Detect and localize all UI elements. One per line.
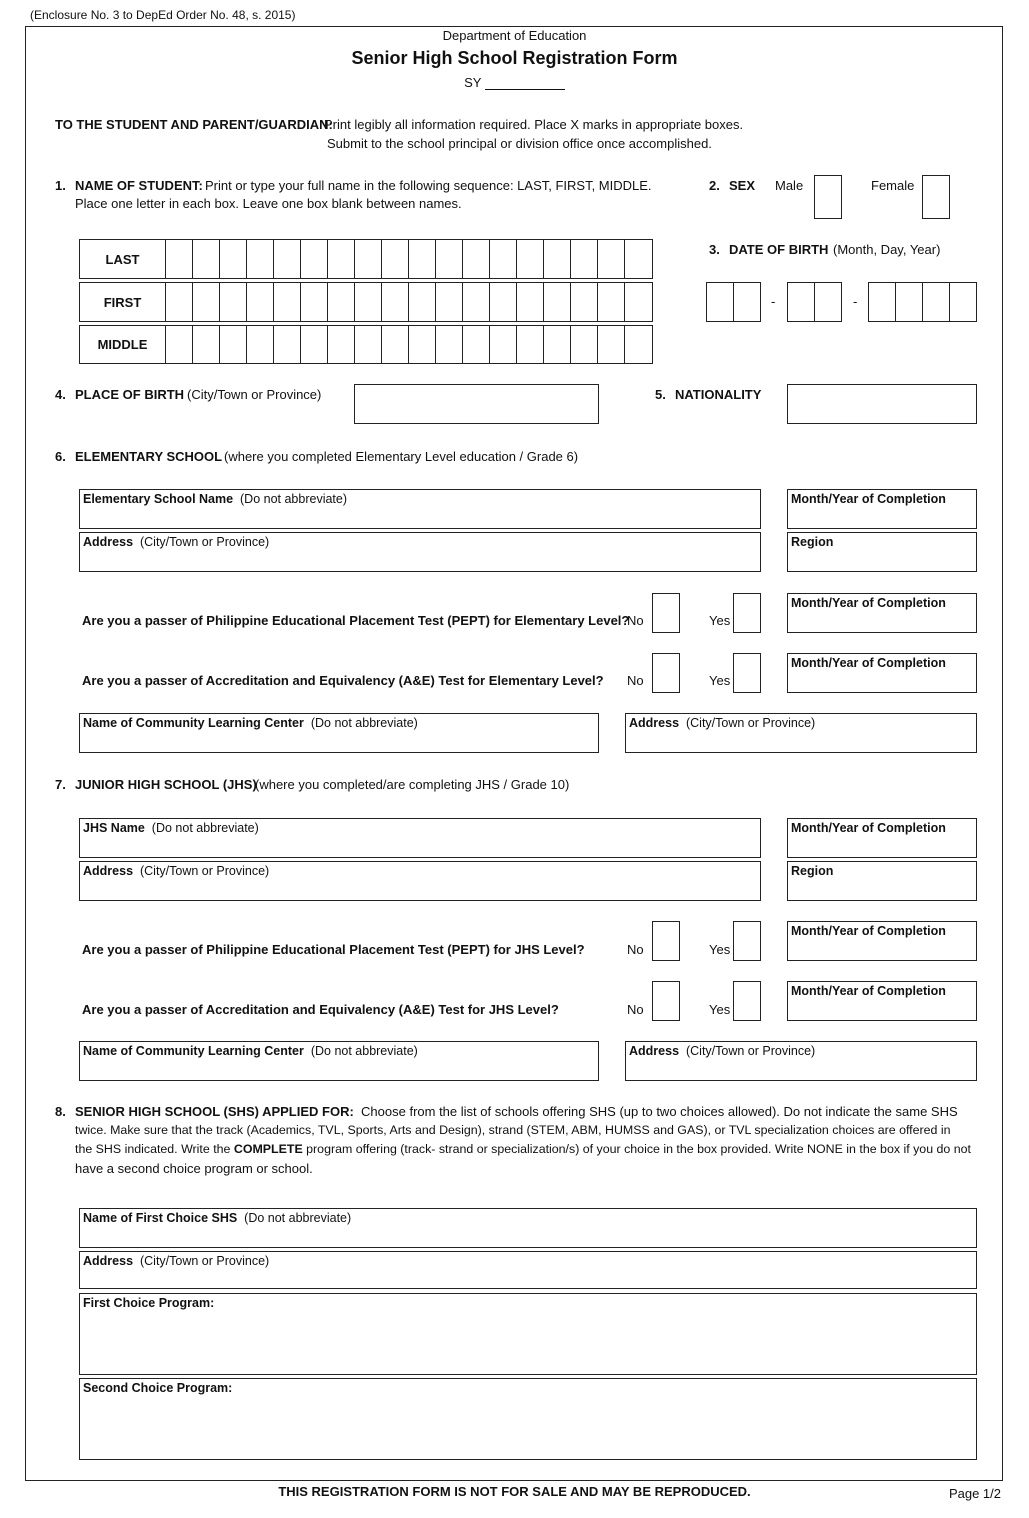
s7-label: JUNIOR HIGH SCHOOL (JHS) — [75, 777, 257, 792]
s6-number: 6. — [55, 449, 66, 464]
letter-box[interactable] — [571, 326, 598, 363]
s8-number: 8. — [55, 1104, 66, 1119]
letter-box[interactable] — [220, 326, 247, 363]
s6-label: ELEMENTARY SCHOOL — [75, 449, 223, 464]
page-number: Page 1/2 — [948, 1486, 1001, 1501]
elem-completion-field[interactable] — [787, 489, 977, 529]
jhs-pept-yes-checkbox[interactable] — [733, 921, 761, 961]
s8-text3a: the SHS indicated. Write the — [75, 1142, 234, 1156]
s8-line3 — [75, 1142, 971, 1156]
letter-box[interactable] — [355, 283, 382, 321]
letter-box[interactable] — [625, 240, 652, 278]
elem-clc-hint: (Do not abbreviate) — [310, 716, 418, 730]
letter-box[interactable] — [355, 240, 382, 278]
dob-day-2[interactable] — [814, 282, 842, 322]
jhs-ae-yes-checkbox[interactable] — [733, 981, 761, 1021]
sex-female-checkbox[interactable] — [922, 175, 950, 219]
s7-hint: (where you completed/are completing JHS / Grade 10) — [255, 777, 570, 792]
jhs-clc-name-field[interactable] — [79, 1041, 599, 1081]
elem-pept-no-label: No — [627, 613, 644, 628]
s1-label: NAME OF STUDENT: — [75, 178, 203, 193]
instructions-label: TO THE STUDENT AND PARENT/GUARDIAN: — [55, 117, 333, 132]
letter-box[interactable] — [193, 326, 220, 363]
jhs-clc-address-hint: (City/Town or Province) — [685, 1044, 816, 1058]
second-choice-program-field[interactable] — [79, 1378, 977, 1460]
letter-box[interactable] — [571, 283, 598, 321]
row-label-last: LAST — [80, 240, 166, 278]
jhs-clc-address-field[interactable] — [625, 1041, 977, 1081]
dob-month-2[interactable] — [733, 282, 761, 322]
s7-number: 7. — [55, 777, 66, 792]
letter-box[interactable] — [571, 240, 598, 278]
jhs-address-field[interactable] — [79, 861, 761, 901]
first-shs-label: Name of First Choice SHS — [83, 1211, 238, 1225]
letter-box[interactable] — [328, 283, 355, 321]
dob-year-2[interactable] — [895, 282, 923, 322]
first-shs-name-field[interactable] — [79, 1208, 977, 1248]
s8-text3b: COMPLETE — [233, 1142, 303, 1156]
s8-text2: twice. Make sure that the track (Academics, TVL, Sports, Arts and Design), strand (STEM, ABM, HUMSS and GAS), or TVL specialization choices are offered in — [75, 1123, 951, 1137]
jhs-pept-completion-field[interactable] — [787, 921, 977, 961]
elem-ae-no-checkbox[interactable] — [652, 653, 680, 693]
jhs-pept-no-checkbox[interactable] — [652, 921, 680, 961]
name-row-last[interactable] — [79, 239, 653, 279]
elem-pept-yes-checkbox[interactable] — [733, 593, 761, 633]
elem-address-hint: (City/Town or Province) — [139, 535, 270, 549]
jhs-name-field[interactable] — [79, 818, 761, 858]
dob-year-3[interactable] — [922, 282, 950, 322]
nationality-field[interactable] — [787, 384, 977, 424]
letter-box[interactable] — [193, 283, 220, 321]
school-year — [0, 75, 1029, 90]
jhs-pept-no-label: No — [627, 942, 644, 957]
jhs-name-label: JHS Name — [83, 821, 145, 835]
letter-box[interactable] — [247, 326, 274, 363]
footer-note: THIS REGISTRATION FORM IS NOT FOR SALE AND MAY BE REPRODUCED. — [278, 1484, 751, 1499]
instructions-line1: Print legibly all information required. Place X marks in appropriate boxes. — [324, 117, 744, 132]
letter-box[interactable] — [436, 283, 463, 321]
elem-pept-no-checkbox[interactable] — [652, 593, 680, 633]
letter-box[interactable] — [166, 283, 193, 321]
elem-pept-completion-label: Month/Year of Completion — [791, 596, 946, 610]
dob-dash-1: - — [771, 294, 776, 309]
jhs-pept-yes-label: Yes — [709, 942, 731, 957]
sy-field[interactable] — [485, 77, 565, 90]
s1-text2: Place one letter in each box. Leave one box blank between names. — [75, 196, 462, 211]
letter-box[interactable] — [544, 283, 571, 321]
letter-box[interactable] — [544, 240, 571, 278]
letter-box[interactable] — [625, 283, 652, 321]
jhs-ae-completion-label: Month/Year of Completion — [791, 984, 946, 998]
letter-box[interactable] — [409, 240, 436, 278]
s3-label: DATE OF BIRTH — [729, 242, 829, 257]
first-choice-program-label: First Choice Program: — [83, 1296, 215, 1310]
letter-box[interactable] — [166, 240, 193, 278]
elem-clc-address-hint: (City/Town or Province) — [685, 716, 816, 730]
sex-male-checkbox[interactable] — [814, 175, 842, 219]
dob-year-4[interactable] — [949, 282, 977, 322]
s8-text3c: program offering (track- strand or specialization/s) of your choice in the box provided. Write NONE in the box if you do not — [302, 1142, 971, 1156]
s3-hint: (Month, Day, Year) — [833, 242, 941, 257]
letter-box[interactable] — [220, 283, 247, 321]
jhs-address-label: Address — [83, 864, 134, 878]
first-choice-program-field[interactable] — [79, 1293, 977, 1375]
dob-year-1[interactable] — [868, 282, 896, 322]
jhs-clc-hint: (Do not abbreviate) — [310, 1044, 418, 1058]
jhs-ae-completion-field[interactable] — [787, 981, 977, 1021]
letter-box[interactable] — [301, 326, 328, 363]
form-title: Senior High School Registration Form — [351, 48, 678, 68]
elem-clc-address-field[interactable] — [625, 713, 977, 753]
elem-ae-no-label: No — [627, 673, 644, 688]
elem-completion-label: Month/Year of Completion — [791, 492, 946, 506]
letter-box[interactable] — [274, 283, 301, 321]
elem-school-name-hint: (Do not abbreviate) — [240, 492, 348, 506]
jhs-ae-no-checkbox[interactable] — [652, 981, 680, 1021]
elem-pept-yes-label: Yes — [709, 613, 731, 628]
s4-number: 4. — [55, 387, 66, 402]
row-label-first: FIRST — [80, 283, 166, 321]
jhs-region-field[interactable] — [787, 861, 977, 901]
elem-address-label: Address — [83, 535, 134, 549]
instructions-line2: Submit to the school principal or division office once accomplished. — [327, 136, 712, 151]
shs-address-field[interactable] — [79, 1251, 977, 1289]
s5-number: 5. — [655, 387, 666, 402]
elem-ae-question: Are you a passer of Accreditation and Equivalency (A&E) Test for Elementary Level? — [82, 673, 604, 688]
elem-ae-completion-field[interactable] — [787, 653, 977, 693]
letter-box[interactable] — [490, 326, 517, 363]
shs-address-hint: (City/Town or Province) — [139, 1254, 270, 1268]
letter-box[interactable] — [598, 326, 625, 363]
s8-label: SENIOR HIGH SCHOOL (SHS) APPLIED FOR: — [75, 1104, 354, 1119]
elem-region-label: Region — [791, 535, 834, 549]
dob-dash-2: - — [853, 294, 858, 309]
letter-box[interactable] — [463, 326, 490, 363]
letter-box[interactable] — [436, 240, 463, 278]
dob-day-1[interactable] — [787, 282, 815, 322]
letter-box[interactable] — [436, 326, 463, 363]
sex-male-label: Male — [775, 178, 804, 193]
jhs-pept-completion-label: Month/Year of Completion — [791, 924, 946, 938]
letter-box[interactable] — [382, 326, 409, 363]
s6-hint: (where you completed Elementary Level education / Grade 6) — [224, 449, 579, 464]
letter-box[interactable] — [274, 240, 301, 278]
first-shs-hint: (Do not abbreviate) — [244, 1211, 352, 1225]
place-of-birth-field[interactable] — [354, 384, 599, 424]
name-row-first[interactable] — [79, 282, 653, 322]
sex-female-label: Female — [871, 178, 915, 193]
s1-number: 1. — [55, 178, 66, 193]
jhs-completion-field[interactable] — [787, 818, 977, 858]
letter-box[interactable] — [490, 283, 517, 321]
second-choice-program-label: Second Choice Program: — [83, 1381, 233, 1395]
s8-text4: have a second choice program or school. — [75, 1161, 313, 1176]
letter-box[interactable] — [625, 326, 652, 363]
letter-box[interactable] — [193, 240, 220, 278]
sy-label: SY — [464, 75, 482, 90]
s8-text1: Choose from the list of schools offering SHS (up to two choices allowed). Do not indicate the same SHS — [361, 1104, 958, 1119]
letter-box[interactable] — [220, 240, 247, 278]
letter-box[interactable] — [247, 240, 274, 278]
row-label-middle: MIDDLE — [80, 326, 166, 363]
letter-box[interactable] — [274, 326, 301, 363]
shs-address-label: Address — [83, 1254, 134, 1268]
letter-box[interactable] — [409, 283, 436, 321]
jhs-completion-label: Month/Year of Completion — [791, 821, 946, 835]
letter-box[interactable] — [463, 283, 490, 321]
s8-line1 — [75, 1104, 958, 1119]
letter-box[interactable] — [598, 283, 625, 321]
s5-label: NATIONALITY — [675, 387, 762, 402]
letter-box[interactable] — [598, 240, 625, 278]
jhs-clc-address-label: Address — [629, 1044, 680, 1058]
dob-month-1[interactable] — [706, 282, 734, 322]
elem-pept-question: Are you a passer of Philippine Educational Placement Test (PEPT) for Elementary Level? — [82, 613, 630, 628]
elem-ae-completion-label: Month/Year of Completion — [791, 656, 946, 670]
elem-ae-yes-checkbox[interactable] — [733, 653, 761, 693]
letter-box[interactable] — [490, 240, 517, 278]
letter-box[interactable] — [382, 240, 409, 278]
jhs-pept-question: Are you a passer of Philippine Educational Placement Test (PEPT) for JHS Level? — [82, 942, 585, 957]
elem-clc-address-label: Address — [629, 716, 680, 730]
elem-region-field[interactable] — [787, 532, 977, 572]
letter-box[interactable] — [517, 283, 544, 321]
letter-box[interactable] — [328, 326, 355, 363]
elem-address-field[interactable] — [79, 532, 761, 572]
jhs-ae-yes-label: Yes — [709, 1002, 731, 1017]
elem-school-name-label: Elementary School Name — [83, 492, 234, 506]
letter-box[interactable] — [328, 240, 355, 278]
elem-pept-completion-field[interactable] — [787, 593, 977, 633]
letter-box[interactable] — [544, 326, 571, 363]
elem-clc-label: Name of Community Learning Center — [83, 716, 304, 730]
s4-label: PLACE OF BIRTH — [75, 387, 185, 402]
s2-number: 2. — [709, 178, 720, 193]
jhs-ae-question: Are you a passer of Accreditation and Equivalency (A&E) Test for JHS Level? — [82, 1002, 559, 1017]
letter-box[interactable] — [517, 326, 544, 363]
letter-box[interactable] — [463, 240, 490, 278]
letter-box[interactable] — [409, 326, 436, 363]
elem-ae-yes-label: Yes — [709, 673, 731, 688]
letter-box[interactable] — [517, 240, 544, 278]
letter-box[interactable] — [247, 283, 274, 321]
letter-box[interactable] — [301, 283, 328, 321]
letter-box[interactable] — [166, 326, 193, 363]
s4-hint: (City/Town or Province) — [187, 387, 322, 402]
letter-box[interactable] — [355, 326, 382, 363]
jhs-clc-label: Name of Community Learning Center — [83, 1044, 304, 1058]
letter-box[interactable] — [301, 240, 328, 278]
enclosure-note: (Enclosure No. 3 to DepEd Order No. 48, s. 2015) — [30, 8, 296, 22]
elem-clc-name-field[interactable] — [79, 713, 599, 753]
name-row-middle[interactable] — [79, 325, 653, 364]
elem-school-name-field[interactable] — [79, 489, 761, 529]
s3-number: 3. — [709, 242, 720, 257]
s2-label: SEX — [729, 178, 756, 193]
jhs-ae-no-label: No — [627, 1002, 644, 1017]
jhs-name-hint: (Do not abbreviate) — [151, 821, 259, 835]
department: Department of Education — [442, 28, 587, 43]
jhs-region-label: Region — [791, 864, 834, 878]
letter-box[interactable] — [382, 283, 409, 321]
s1-text1: Print or type your full name in the following sequence: LAST, FIRST, MIDDLE. — [205, 178, 652, 193]
jhs-address-hint: (City/Town or Province) — [139, 864, 270, 878]
